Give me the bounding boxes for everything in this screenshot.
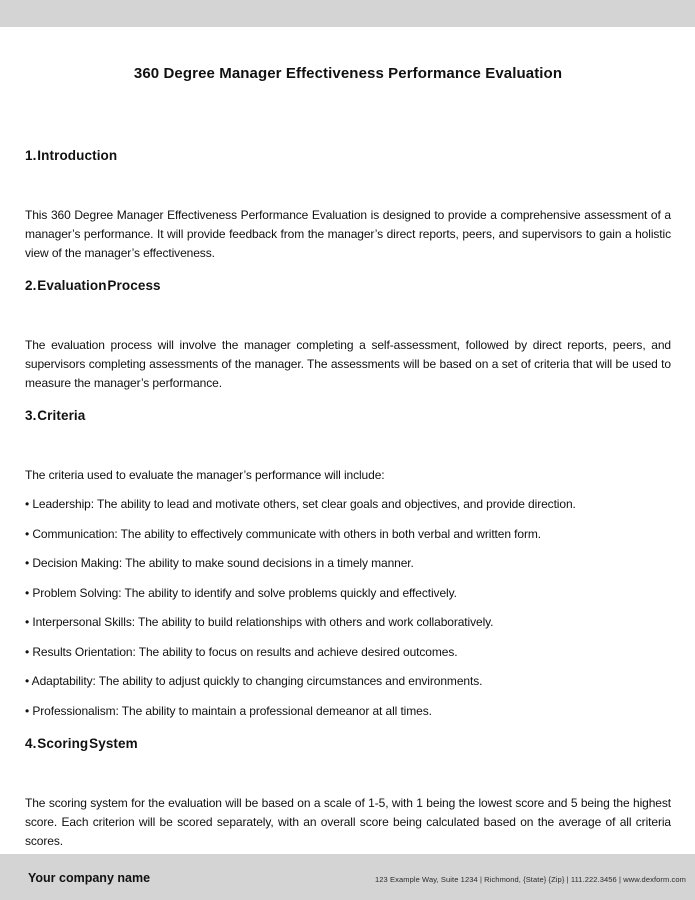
footer-contact-info: 123 Example Way, Suite 1234 | Richmond, {State} {Zip} | 111.222.3456 | www.dexform.com <box>375 875 686 884</box>
criteria-bullet-adaptability: • Adaptability: The ability to adjust quickly to changing circumstances and environments. <box>25 674 483 688</box>
evaluation-process-paragraph: The evaluation process will involve the manager completing a self-assessment, followed by direct reports, peers, and supervisors completing assessments of the manager. The assessments will be based on a set of criteria that will be used to measure the manager’s performance. <box>25 338 671 390</box>
criteria-bullet-results-orientation: • Results Orientation: The ability to focus on results and achieve desired outcomes. <box>25 644 458 659</box>
criteria-bullet-decision-making: • Decision Making: The ability to make sound decisions in a timely manner. <box>25 556 414 570</box>
document-title: 360 Degree Manager Effectiveness Performance Evaluation <box>133 65 563 82</box>
section-heading-evaluation-process: 2. Evaluation Process <box>25 278 161 293</box>
page-footer <box>0 854 695 900</box>
section-heading-introduction: 1. Introduction <box>25 148 118 163</box>
criteria-bullet-problem-solving: • Problem Solving: The ability to identify and solve problems quickly and effectively. <box>25 585 457 600</box>
introduction-paragraph: This 360 Degree Manager Effectiveness Performance Evaluation is designed to provide a comprehensive assessment of a manager’s performance. It will provide feedback from the manager’s direct reports, peers, and supervisors to gain a holistic view of the manager’s effectiveness. <box>25 208 671 260</box>
criteria-bullet-communication: • Communication: The ability to effectively communicate with others in both verbal and written form. <box>25 526 541 541</box>
section-heading-criteria: 3. Criteria <box>25 408 86 423</box>
criteria-bullet-interpersonal-skills: • Interpersonal Skills: The ability to build relationships with others and work collaboratively. <box>25 615 494 629</box>
criteria-bullet-list <box>25 495 671 721</box>
footer-company-name: Your company name <box>28 871 151 885</box>
criteria-intro-paragraph: The criteria used to evaluate the manager’s performance will include: <box>25 468 385 482</box>
criteria-bullet-leadership: • Leadership: The ability to lead and motivate others, set clear goals and objectives, and provide direction. <box>25 497 576 511</box>
document-content <box>0 27 695 851</box>
criteria-bullet-professionalism: • Professionalism: The ability to maintain a professional demeanor at all times. <box>25 703 432 718</box>
page-top-margin-band <box>0 0 695 27</box>
scoring-system-paragraph: The scoring system for the evaluation will be based on a scale of 1-5, with 1 being the lowest score and 5 being the highest score. Each criterion will be scored separately, with an overall score being calculated based on the average of all criteria scores. <box>25 795 671 848</box>
section-heading-scoring-system: 4. Scoring System <box>25 735 138 751</box>
